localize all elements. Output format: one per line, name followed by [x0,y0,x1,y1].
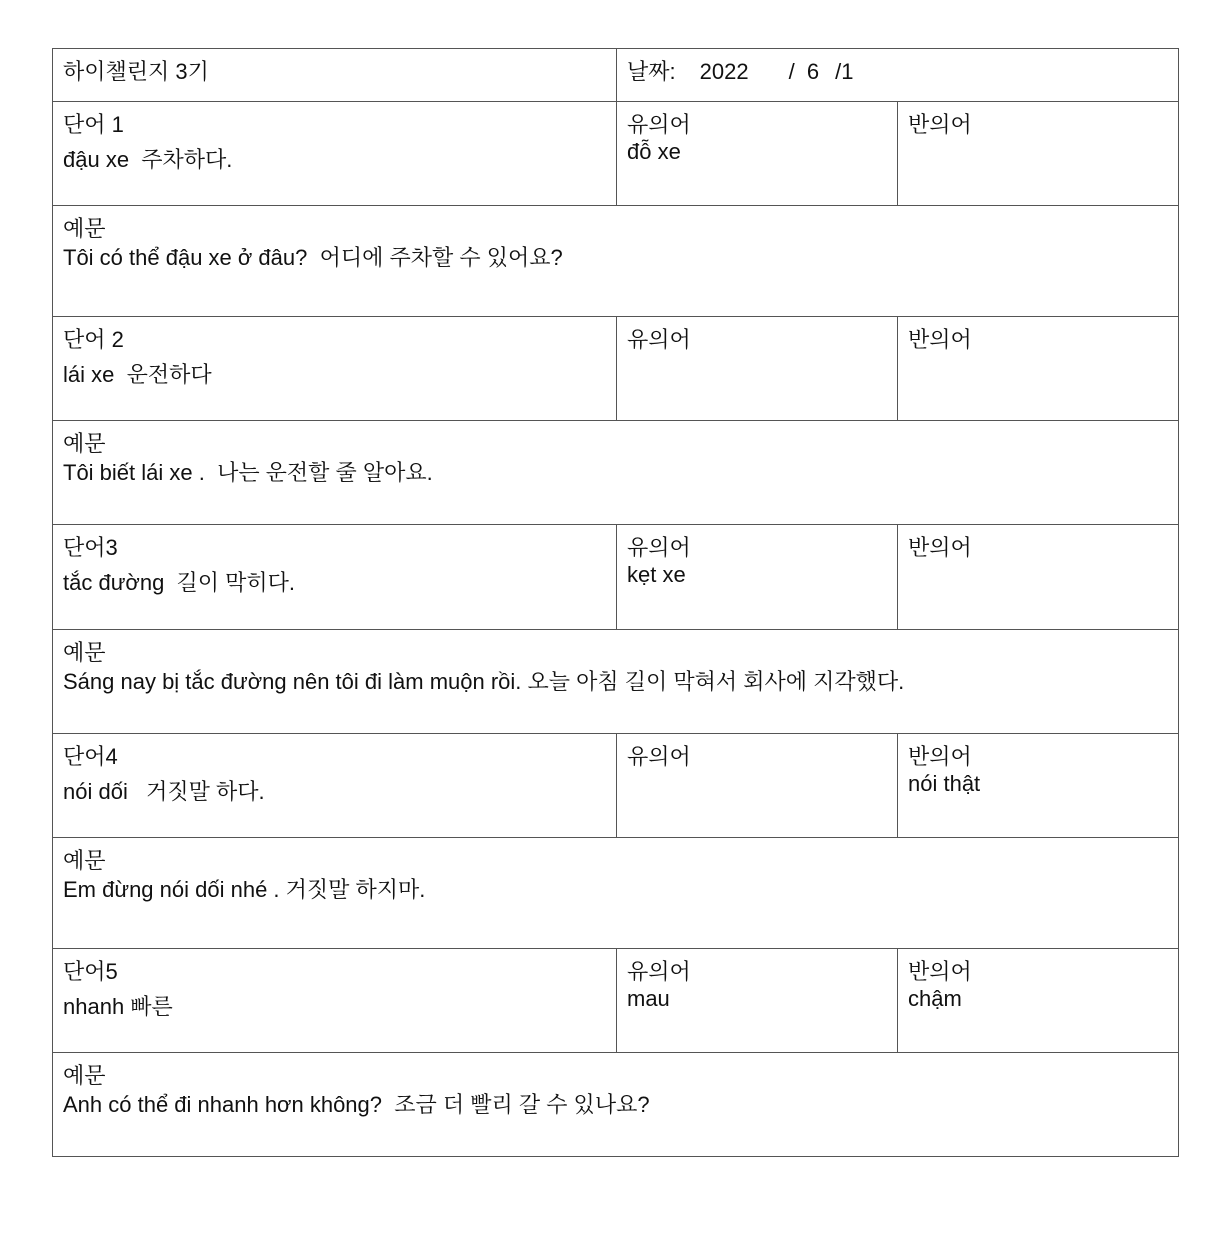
antonym-cell [897,525,1178,629]
example-row-5 [53,1052,1178,1156]
word-cell [53,734,616,837]
synonym-cell [616,525,897,629]
word-row-1 [53,101,1178,205]
vocabulary-worksheet [52,48,1179,1157]
example-label: 예문 [63,848,106,873]
example-cell [53,630,1178,733]
antonym-cell [897,949,1178,1052]
example-cell [53,838,1178,948]
word-row-5 [53,948,1178,1052]
date-label: 날짜: [627,59,676,84]
word-row-4 [53,733,1178,837]
word-cell [53,102,616,205]
antonym-label: 반의어 [908,112,972,137]
synonym-label: 유의어 [627,327,691,352]
date-month: / 6 [788,59,820,84]
header-row [53,49,1178,101]
word-label: 단어5 [63,959,118,984]
word-cell [53,525,616,629]
synonym-label: 유의어 [627,744,691,769]
word-cell [53,949,616,1052]
example-row-4 [53,837,1178,948]
worksheet-title: 하이챌린지 3기 [63,59,209,84]
synonym-label: 유의어 [627,112,691,137]
example-text: Em đừng nói dối nhé . 거짓말 하지마. [63,877,426,902]
date-day: /1 [835,59,854,84]
synonym-cell [616,734,897,837]
antonym-cell [897,734,1178,837]
example-text: Tôi có thể đậu xe ở đâu? 어디에 주차할 수 있어요? [63,245,563,270]
example-cell [53,206,1178,316]
example-label: 예문 [63,1063,106,1088]
example-label: 예문 [63,640,106,665]
word-row-3 [53,524,1178,629]
antonym-label: 반의어 [908,327,972,352]
word-label: 단어 1 [63,112,124,137]
example-text: Tôi biết lái xe . 나는 운전할 줄 알아요. [63,460,433,485]
antonym-cell [897,317,1178,420]
word-text: nhanh 빠른 [63,994,173,1019]
synonym-cell [616,949,897,1052]
date-year: 2022 [699,59,749,84]
word-text: nói dối 거짓말 하다. [63,779,265,804]
word-text: lái xe 운전하다 [63,362,212,387]
title-cell [53,49,616,101]
antonym-label: 반의어 [908,744,972,769]
synonym-cell [616,317,897,420]
antonym-text: chậm [908,986,962,1011]
antonym-text: nói thật [908,771,981,796]
example-cell [53,1053,1178,1156]
synonym-text: đỗ xe [627,139,681,164]
synonym-label: 유의어 [627,535,691,560]
word-label: 단어3 [63,535,118,560]
antonym-label: 반의어 [908,535,972,560]
antonym-cell [897,102,1178,205]
word-label: 단어4 [63,744,118,769]
word-text: tắc đường 길이 막히다. [63,570,296,595]
example-row-1 [53,205,1178,316]
synonym-label: 유의어 [627,959,691,984]
synonym-text: mau [627,986,670,1011]
word-label: 단어 2 [63,327,124,352]
example-label: 예문 [63,431,106,456]
example-row-3 [53,629,1178,733]
example-row-2 [53,420,1178,524]
synonym-text: kẹt xe [627,562,686,587]
word-row-2 [53,316,1178,420]
example-label: 예문 [63,216,106,241]
date-cell [616,49,1178,101]
example-cell [53,421,1178,524]
word-text: đậu xe 주차하다. [63,147,233,172]
word-cell [53,317,616,420]
example-text: Anh có thể đi nhanh hơn không? 조금 더 빨리 갈 수 있나요? [63,1092,650,1117]
example-text: Sáng nay bị tắc đường nên tôi đi làm muộn rồi. 오늘 아침 길이 막혀서 회사에 지각했다. [63,669,905,694]
synonym-cell [616,102,897,205]
antonym-label: 반의어 [908,959,972,984]
